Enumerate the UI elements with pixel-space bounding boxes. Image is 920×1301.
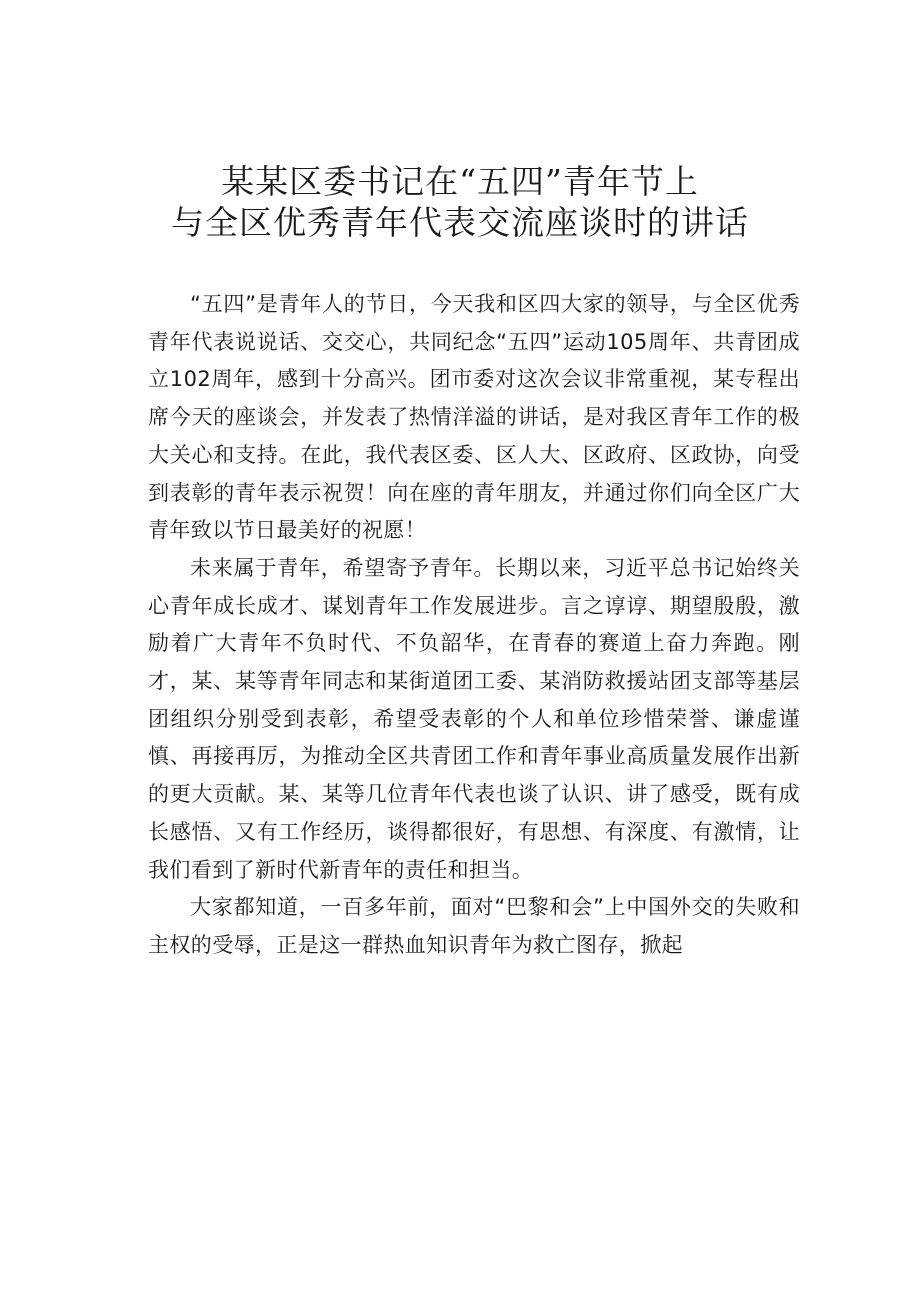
document-title-line-1: 某某区委书记在“五四”青年节上: [221, 162, 699, 201]
document-body: [148, 286, 800, 965]
body-paragraph-1: “五四”是青年人的节日，今天我和区四大家的领导，与全区优秀青年代表说说话、交交心，共同纪念“五四”运动105周年、共青团成立102周年，感到十分高兴。团市委对这次会议非常重视，某专程出席今天的座谈会，并发表了热情洋溢的讲话，是对我区青年工作的极大关心和支持。在此，我代表区委、区人大、区政府、区政协，向受到表彰的青年表示祝贺！向在座的青年朋友，并通过你们向全区广大青年致以节日最美好的祝愿！: [148, 292, 800, 543]
body-paragraph-3: 大家都知道，一百多年前，面对“巴黎和会”上中国外交的失败和主权的受辱，正是这一群热血知识青年为救亡图存，掀起: [148, 895, 800, 957]
document-title-line-2: 与全区优秀青年代表交流座谈时的讲话: [171, 203, 749, 242]
body-paragraph-2: 未来属于青年，希望寄予青年。长期以来，习近平总书记始终关心青年成长成才、谋划青年工作发展进步。言之谆谆、期望殷殷，激励着广大青年不负时代、不负韶华，在青春的赛道上奋力奔跑。刚才，某、某等青年同志和某街道团工委、某消防救援站团支部等基层团组织分别受到表彰，希望受表彰的个人和单位珍惜荣誉、谦虚谨慎、再接再厉，为推动全区共青团工作和青年事业高质量发展作出新的更大贡献。某、某等几位青年代表也谈了认识、讲了感受，既有成长感悟、又有工作经历，谈得都很好，有思想、有深度、有激情，让我们看到了新时代新青年的责任和担当。: [148, 555, 800, 882]
